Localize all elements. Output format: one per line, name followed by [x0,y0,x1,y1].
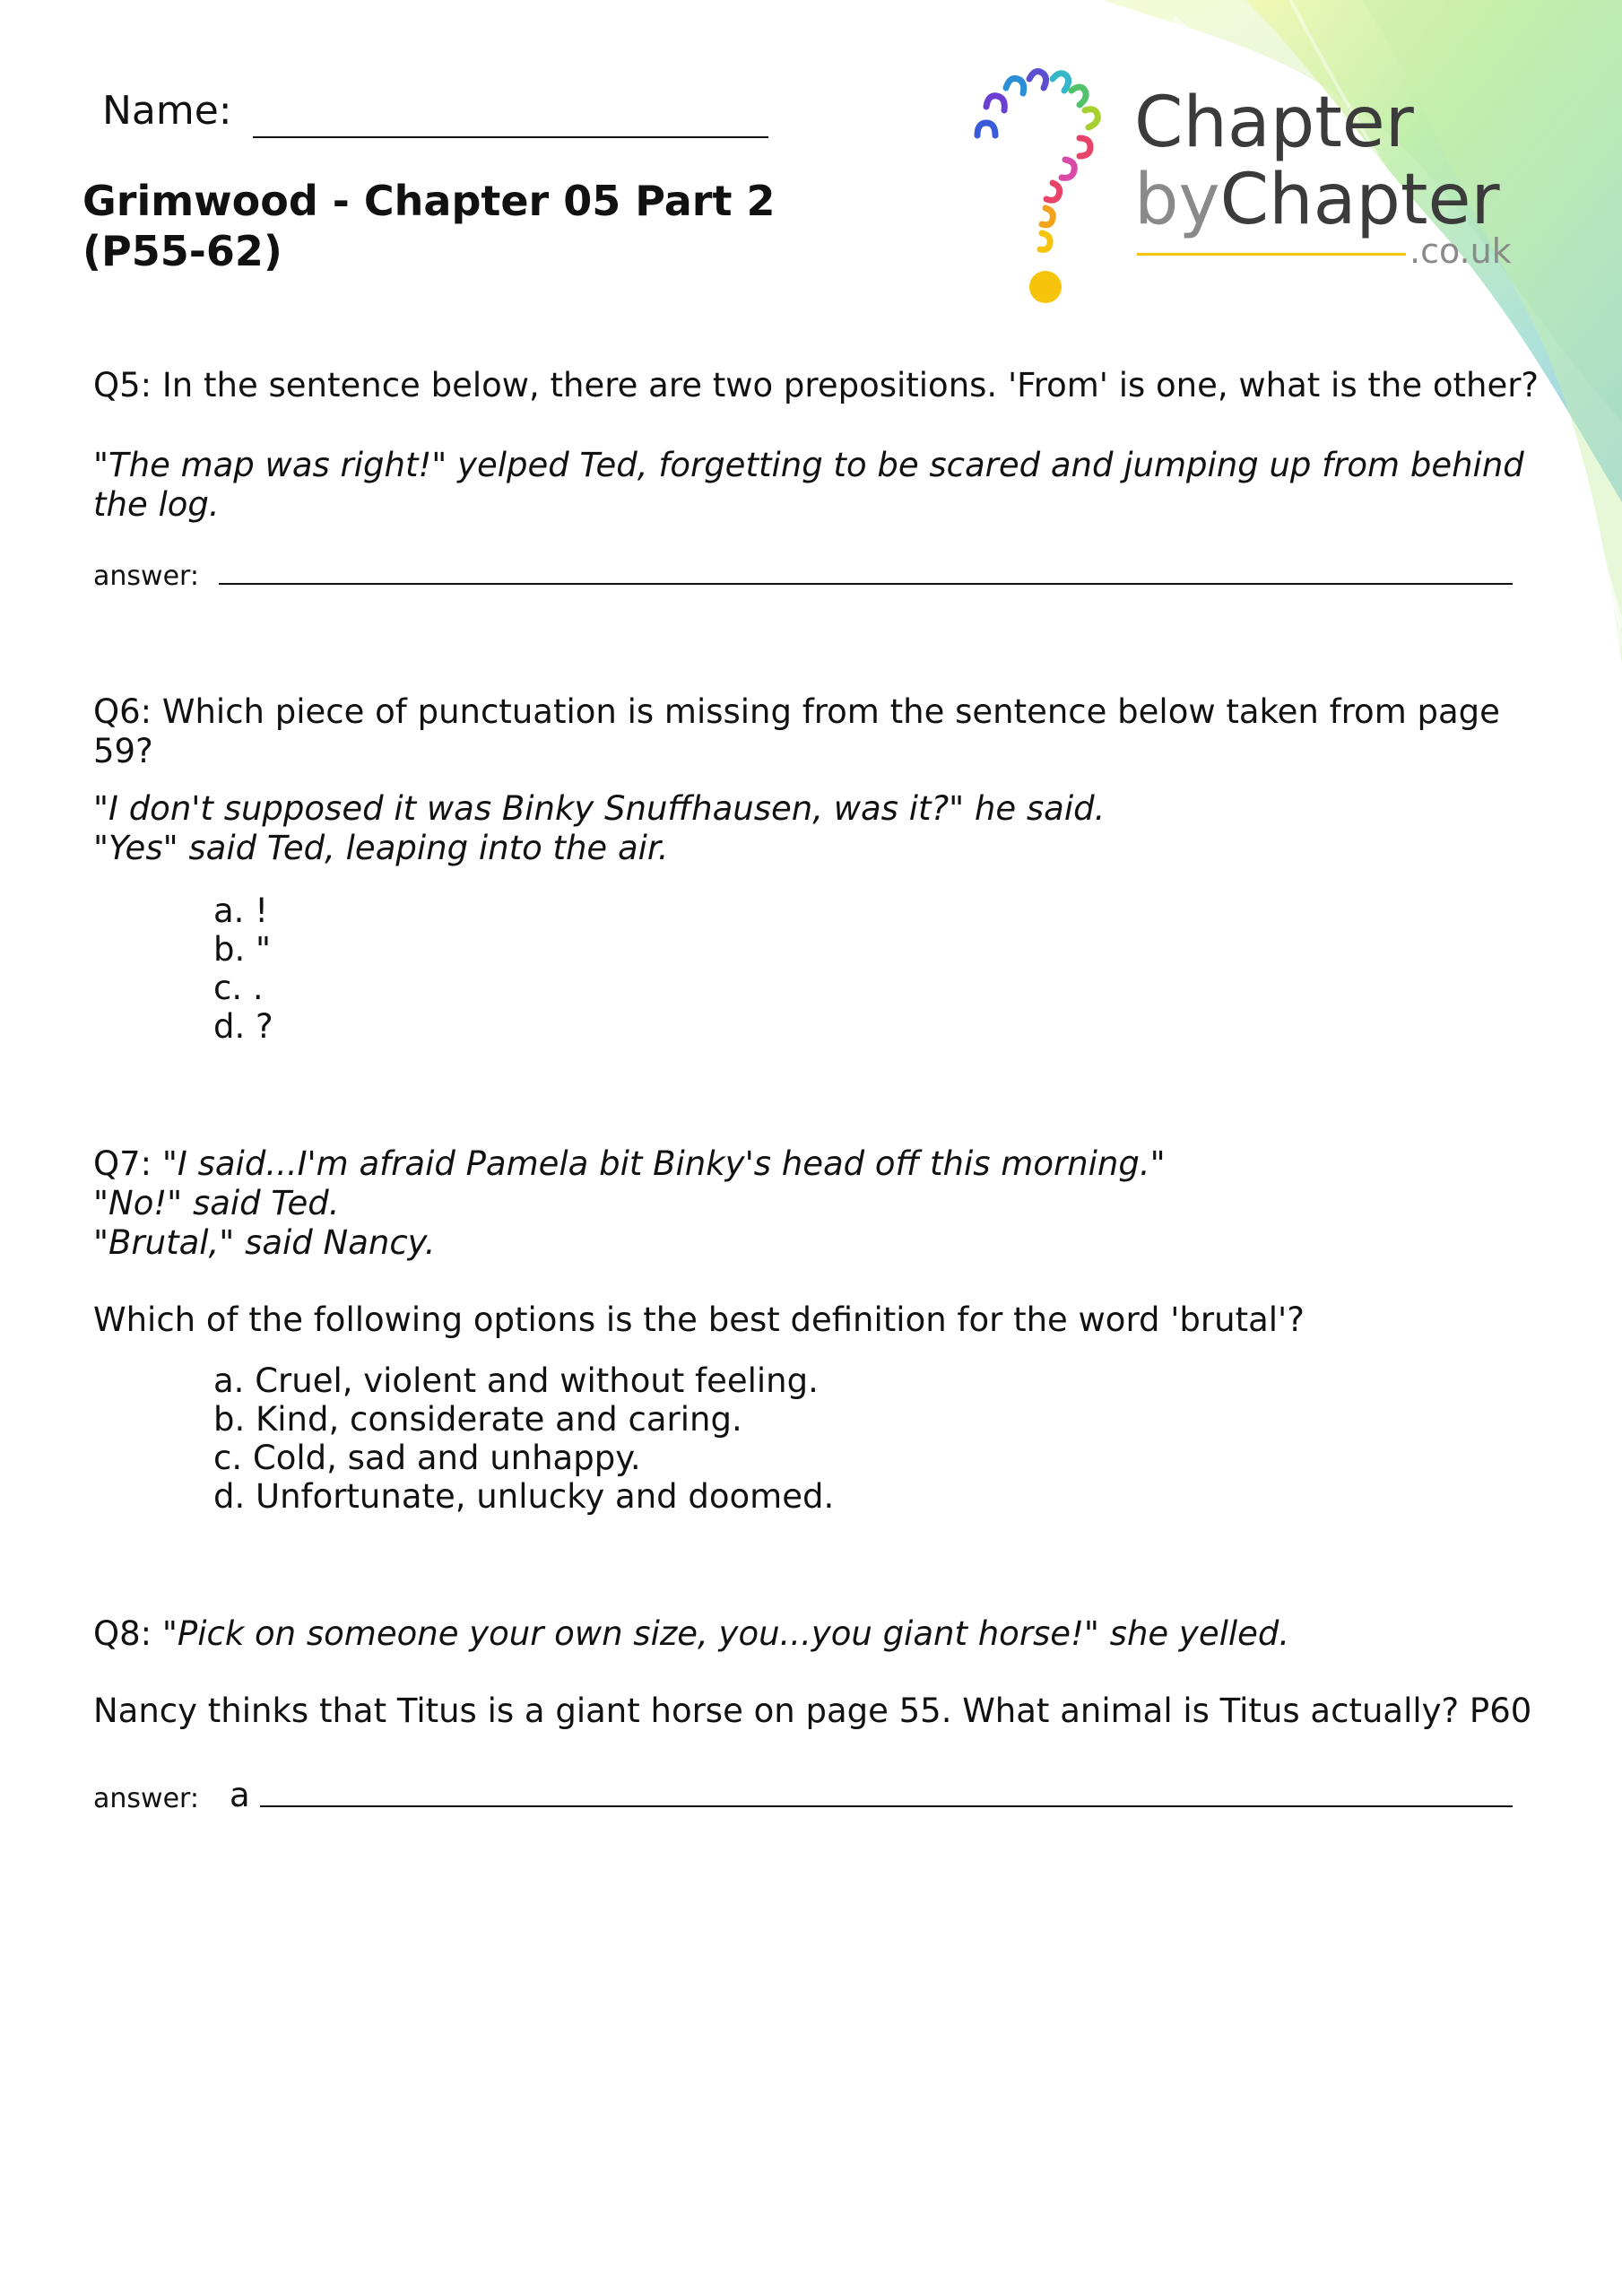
q8-question: Nancy thinks that Titus is a giant horse on page 55. What animal is Titus actually? P60 [93,1692,1532,1730]
q5-quote-line2: the log. [93,485,220,524]
q7-option-b[interactable]: b. Kind, considerate and caring. [213,1400,742,1439]
q7-quote-line3: "Brutal," said Nancy. [93,1223,436,1262]
q6-quote-line2: "Yes" said Ted, leaping into the air. [93,829,669,867]
q7-option-a[interactable]: a. Cruel, violent and without feeling. [213,1361,819,1400]
q5-quote-line1: "The map was right!" yelped Ted, forgetting to be scared and jumping up from behind [93,446,1524,484]
q7-option-c[interactable]: c. Cold, sad and unhappy. [213,1439,641,1477]
q7-quote-line1: "I said...I'm afraid Pamela bit Binky's head off this morning." [161,1144,1166,1183]
worksheet-title [82,176,776,276]
q5-question: Q5: In the sentence below, there are two prepositions. 'From' is one, what is the other? [93,366,1540,404]
q7-option-d[interactable]: d. Unfortunate, unlucky and doomed. [213,1477,835,1516]
worksheet-title-line2: (P55-62) [82,227,282,275]
logo-word-bychapter [1134,160,1500,240]
q5-quote [93,446,1524,525]
q6-question-line1: Q6: Which piece of punctuation is missing from the sentence below taken from page [93,692,1500,731]
q7-quote-line1-row [93,1144,1166,1184]
q7-quote-block [93,1144,1166,1263]
q6-option-a[interactable]: a. ! [213,891,269,930]
logo-underline [1137,253,1406,256]
q6-option-c[interactable]: c. . [213,969,264,1007]
logo-word-chapter-2: Chapter [1219,160,1500,240]
name-label: Name: [102,88,232,134]
q7-quote-line2: "No!" said Ted. [93,1184,340,1222]
q8-quote-row [93,1614,1289,1654]
q6-option-d[interactable]: d. ? [213,1007,273,1046]
q8-quote: "Pick on someone your own size, you...you giant horse!" she yelled. [161,1614,1290,1653]
q5-answer-line[interactable] [219,583,1513,585]
logo-word-by: by [1134,160,1220,240]
q7-options [213,1361,834,1516]
q7-question: Which of the following options is the best definition for the word 'brutal'? [93,1300,1305,1339]
q6-quote [93,789,1105,868]
logo-domain: .co.uk [1409,231,1512,271]
q8-prefix: Q8: [93,1614,152,1653]
q6-question [93,692,1500,771]
worksheet-title-line1: Grimwood - Chapter 05 Part 2 [82,177,776,225]
q8-answer-prefix: a [230,1776,250,1814]
q6-question-line2: 59? [93,732,153,770]
q8-answer-label: answer: [93,1783,199,1814]
name-field-line[interactable] [253,136,768,138]
chapter-by-chapter-logo-icon [959,50,1139,310]
q5-answer-label: answer: [93,561,199,592]
q6-option-b[interactable]: b. " [213,930,272,969]
q6-quote-line1: "I don't supposed it was Binky Snuffhausen, was it?" he said. [93,789,1106,828]
q7-prefix: Q7: [93,1144,152,1183]
q6-options [213,891,273,1046]
q8-answer-line[interactable] [260,1805,1513,1807]
logo-word-chapter: Chapter [1134,83,1414,163]
